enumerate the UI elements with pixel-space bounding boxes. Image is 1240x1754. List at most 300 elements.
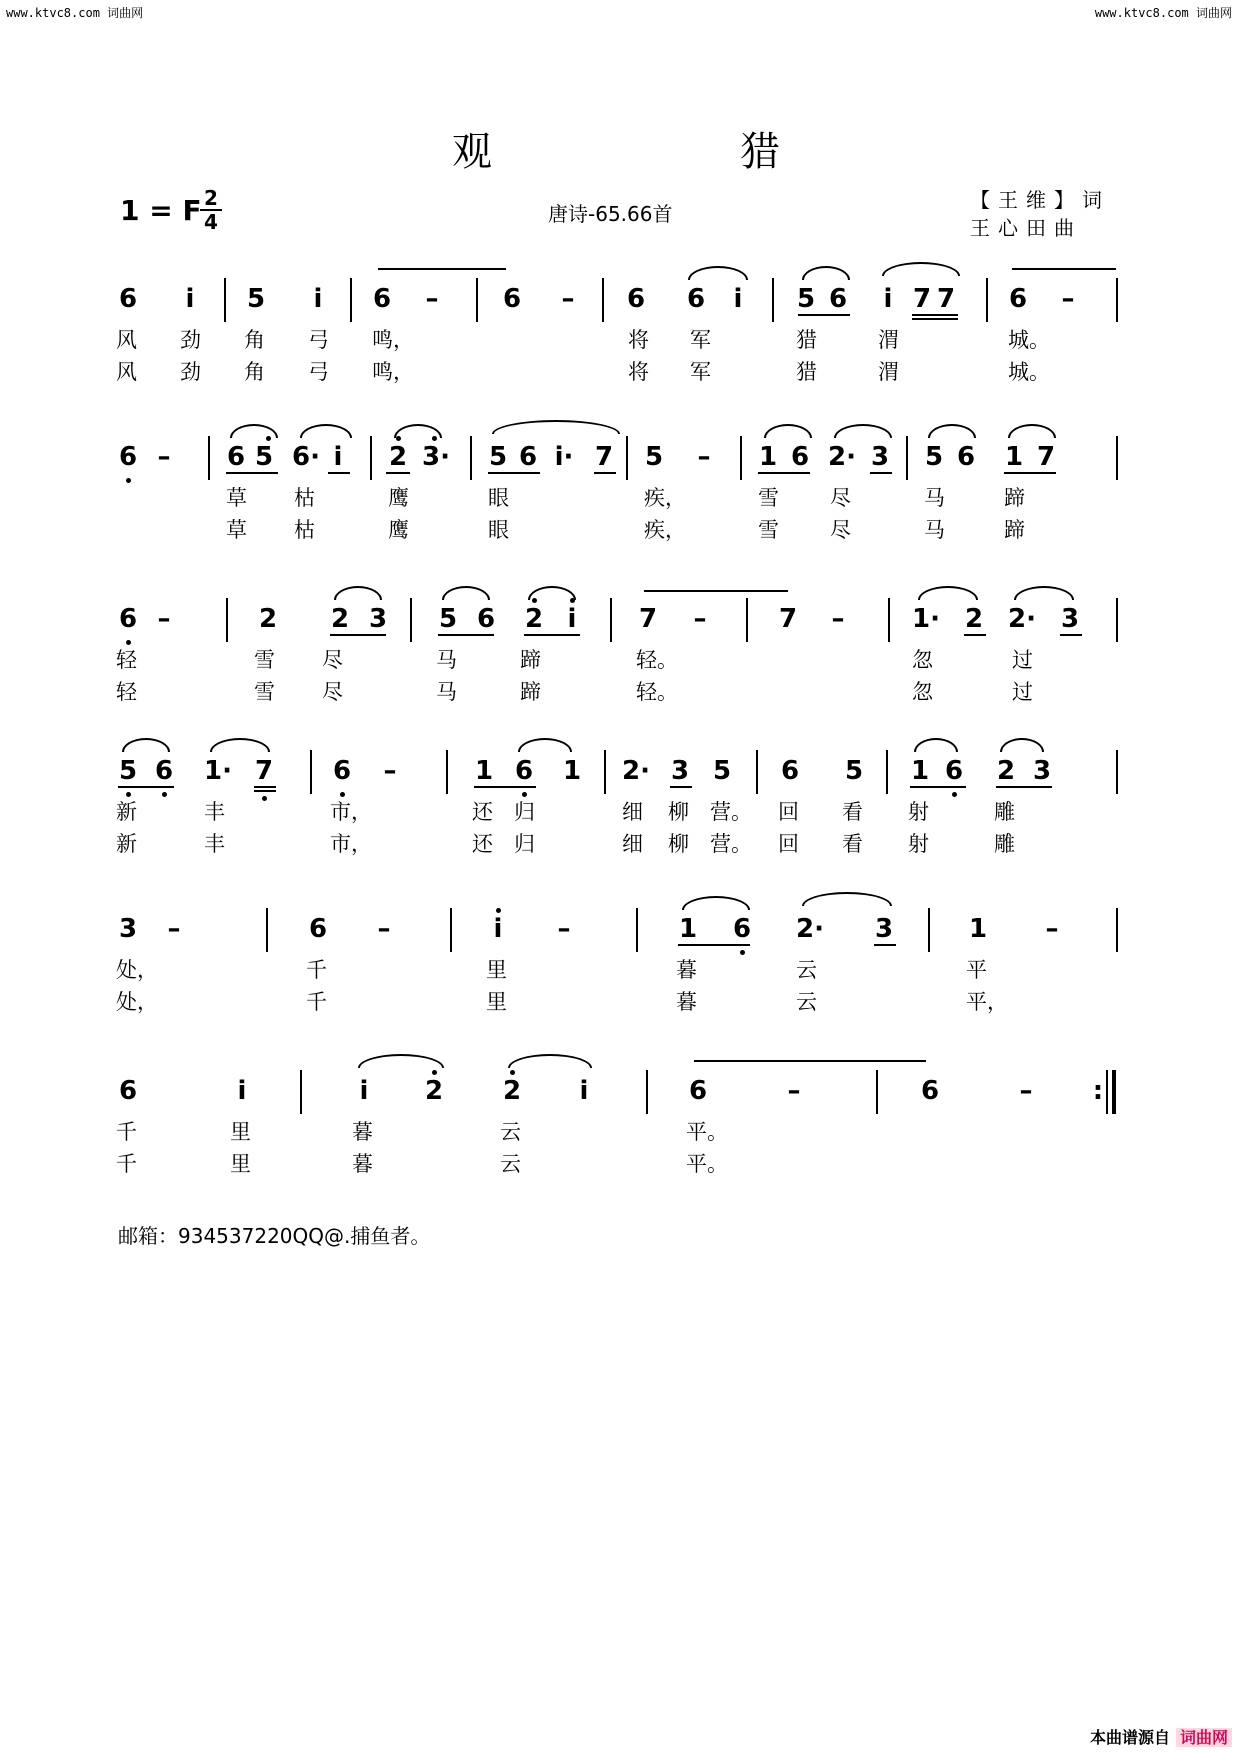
underline <box>964 634 986 636</box>
lyric: 里 <box>230 1120 251 1144</box>
note: 6 <box>118 604 138 634</box>
note: 7 <box>594 442 614 472</box>
underline <box>386 472 410 474</box>
underline <box>910 786 966 788</box>
note: 6 <box>920 1076 940 1106</box>
note: 6 <box>780 756 800 786</box>
lyric: 疾， <box>644 518 686 542</box>
note: 7 <box>778 604 798 634</box>
underline <box>678 944 750 946</box>
note: – <box>157 604 171 634</box>
note: 2· <box>622 756 650 786</box>
note: 2· <box>1008 604 1036 634</box>
low-dot <box>126 478 131 483</box>
note: – <box>425 284 439 314</box>
slur <box>508 1054 592 1068</box>
slur <box>1000 738 1044 752</box>
note: – <box>697 442 711 472</box>
slur <box>688 266 748 280</box>
slur <box>210 738 270 752</box>
note: 5 <box>844 756 864 786</box>
note: 1 <box>758 442 778 472</box>
note: 3· <box>422 442 450 472</box>
lyric: 丰 <box>204 832 225 856</box>
note: 6 <box>514 756 534 786</box>
lyricist-credit: 【王维】词 <box>970 188 1110 212</box>
footer-brand-logo: 词曲网 <box>1176 1728 1232 1747</box>
lyric: 云 <box>500 1120 521 1144</box>
lyric: 平， <box>966 990 1008 1014</box>
barline <box>602 278 604 322</box>
barline <box>450 908 452 952</box>
barline <box>986 278 988 322</box>
lyric: 鸣， <box>372 360 414 384</box>
slur <box>518 738 572 752</box>
note: – <box>377 914 391 944</box>
lyric: 将 <box>628 360 649 384</box>
underline <box>226 472 278 474</box>
underline <box>1060 634 1082 636</box>
lyric: 归 <box>514 800 535 824</box>
low-dot <box>262 796 267 801</box>
lyric: 雪 <box>758 518 779 542</box>
lyric: 千 <box>306 958 327 982</box>
lyric: 渭 <box>878 328 899 352</box>
lyric: 弓 <box>308 328 329 352</box>
slur <box>394 424 442 438</box>
underline <box>254 790 276 792</box>
note: 6 <box>956 442 976 472</box>
note: 1 <box>1004 442 1024 472</box>
note: 2 <box>258 604 278 634</box>
lyric: 千 <box>116 1152 137 1176</box>
lyric: 雕 <box>994 800 1015 824</box>
note: 3 <box>1032 756 1052 786</box>
underline <box>758 472 810 474</box>
note: 6 <box>828 284 848 314</box>
barline <box>224 278 226 322</box>
lyric: 平。 <box>686 1120 728 1144</box>
composer-credit: 王心田曲 <box>970 216 1082 240</box>
underline <box>1004 472 1056 474</box>
note: 6 <box>372 284 392 314</box>
note: i <box>579 1076 589 1106</box>
underline <box>670 786 692 788</box>
barline <box>1116 278 1118 322</box>
slur <box>802 892 892 906</box>
barline <box>446 750 448 794</box>
barline <box>746 598 748 642</box>
barline <box>1116 598 1118 642</box>
note: 6 <box>732 914 752 944</box>
lyric: 角 <box>244 360 265 384</box>
note: 1 <box>968 914 988 944</box>
lyric: 处， <box>116 958 158 982</box>
lyric: 归 <box>514 832 535 856</box>
low-dot <box>952 792 957 797</box>
note: 6 <box>518 442 538 472</box>
lyric: 风 <box>116 328 137 352</box>
barline <box>266 908 268 952</box>
note: 2 <box>502 1076 522 1106</box>
note: 5 <box>924 442 944 472</box>
lyric: 雕 <box>994 832 1015 856</box>
high-dot <box>510 1070 515 1075</box>
lyric: 劲 <box>180 360 201 384</box>
high-dot <box>432 1070 437 1075</box>
lyric: 云 <box>500 1152 521 1176</box>
underline <box>912 314 958 316</box>
lyric: 鹰 <box>388 518 409 542</box>
lyric: 鸣， <box>372 328 414 352</box>
lyric: 猎 <box>796 360 817 384</box>
lyric: 蹄 <box>520 680 541 704</box>
note: 6 <box>118 442 138 472</box>
note: i <box>237 1076 247 1106</box>
note: 5 <box>644 442 664 472</box>
note: 7 <box>638 604 658 634</box>
underline <box>474 786 536 788</box>
lyric: 尽 <box>322 680 343 704</box>
note: 3 <box>368 604 388 634</box>
note: 2 <box>524 604 544 634</box>
lyric: 里 <box>486 958 507 982</box>
lyric: 雪 <box>254 648 275 672</box>
note: i <box>567 604 577 634</box>
lyric: 过 <box>1012 648 1033 672</box>
note: 6 <box>308 914 328 944</box>
slur <box>918 586 978 600</box>
lyric: 云 <box>796 958 817 982</box>
lyric: 城。 <box>1008 328 1050 352</box>
note: 3 <box>118 914 138 944</box>
lyric: 眼 <box>488 486 509 510</box>
barline <box>370 436 372 480</box>
note: – <box>383 756 397 786</box>
note: – <box>167 914 181 944</box>
lyric: 营。 <box>710 832 752 856</box>
note: 5 <box>488 442 508 472</box>
note: – <box>157 442 171 472</box>
slur <box>1008 424 1056 438</box>
lyric: 蹄 <box>1004 486 1025 510</box>
lyric: 尽 <box>830 486 851 510</box>
lyric: 忽 <box>912 648 933 672</box>
lyric: 城。 <box>1008 360 1050 384</box>
time-sig-bottom: 4 <box>204 210 218 234</box>
slur <box>122 738 170 752</box>
slur <box>914 738 958 752</box>
time-sig-top: 2 <box>204 186 218 210</box>
note: – <box>561 284 575 314</box>
lyric: 看 <box>842 832 863 856</box>
note: 6 <box>118 1076 138 1106</box>
lyric: 处， <box>116 990 158 1014</box>
note: i <box>359 1076 369 1106</box>
note: – <box>831 604 845 634</box>
lyric: 暮 <box>676 958 697 982</box>
lyric: 军 <box>690 360 711 384</box>
lyric: 鹰 <box>388 486 409 510</box>
lyric: 暮 <box>352 1152 373 1176</box>
lyric: 角 <box>244 328 265 352</box>
note: 6 <box>226 442 246 472</box>
lyric: 里 <box>230 1152 251 1176</box>
lyric: 草 <box>226 518 247 542</box>
underline <box>594 472 616 474</box>
title-char-1: 观 <box>452 129 492 175</box>
barline <box>310 750 312 794</box>
key-signature: 1 = F <box>120 194 202 227</box>
lyric: 轻 <box>116 648 137 672</box>
underline <box>488 472 540 474</box>
note: i <box>733 284 743 314</box>
lyric: 千 <box>306 990 327 1014</box>
tie <box>378 268 506 270</box>
slur <box>300 424 352 438</box>
low-dot <box>162 792 167 797</box>
underline <box>254 786 276 788</box>
lyric: 草 <box>226 486 247 510</box>
lyric: 枯 <box>294 486 315 510</box>
lyric: 将 <box>628 328 649 352</box>
note: 2· <box>796 914 824 944</box>
note: 6 <box>154 756 174 786</box>
lyric: 新 <box>116 800 137 824</box>
slur <box>764 424 812 438</box>
note: 3 <box>870 442 890 472</box>
lyric: 营。 <box>710 800 752 824</box>
note: 6 <box>688 1076 708 1106</box>
note: 7 <box>936 284 956 314</box>
underline <box>118 786 174 788</box>
lyric: 军 <box>690 328 711 352</box>
lyric: 雪 <box>758 486 779 510</box>
barline <box>906 436 908 480</box>
slur <box>928 424 976 438</box>
lyric: 猎 <box>796 328 817 352</box>
lyric: 渭 <box>878 360 899 384</box>
note: 5 <box>246 284 266 314</box>
note: 2 <box>996 756 1016 786</box>
lyric: 千 <box>116 1120 137 1144</box>
barline <box>300 1070 302 1114</box>
repeat-sign: : <box>1092 1076 1104 1106</box>
lyric: 过 <box>1012 680 1033 704</box>
watermark-left: www.ktvc8.com 词曲网 <box>6 6 144 20</box>
barline <box>610 598 612 642</box>
lyric: 回 <box>778 832 799 856</box>
tie <box>1012 268 1116 270</box>
note: 7 <box>1036 442 1056 472</box>
barline <box>604 750 606 794</box>
note: 7 <box>912 284 932 314</box>
lyric: 新 <box>116 832 137 856</box>
barline <box>646 1070 648 1114</box>
barline <box>476 278 478 322</box>
lyric: 轻 <box>116 680 137 704</box>
barline <box>350 278 352 322</box>
footer-source <box>1090 1725 1232 1748</box>
note: i· <box>554 442 574 472</box>
slur <box>682 896 750 910</box>
high-dot <box>496 908 501 913</box>
barline <box>410 598 412 642</box>
note: 6 <box>118 284 138 314</box>
lyric: 细 <box>622 832 643 856</box>
note: 5 <box>254 442 274 472</box>
barline <box>1116 908 1118 952</box>
lyric: 平 <box>966 958 987 982</box>
underline <box>874 944 896 946</box>
slur <box>802 266 850 280</box>
underline <box>438 634 494 636</box>
barline <box>888 598 890 642</box>
slur <box>1014 586 1074 600</box>
barline <box>772 278 774 322</box>
note: – <box>787 1076 801 1106</box>
note: 6 <box>332 756 352 786</box>
note: – <box>1019 1076 1033 1106</box>
lyric: 轻。 <box>636 680 678 704</box>
note: 7 <box>254 756 274 786</box>
lyric: 忽 <box>912 680 933 704</box>
note: 1 <box>474 756 494 786</box>
note: – <box>557 914 571 944</box>
barline <box>226 598 228 642</box>
note: 6· <box>292 442 320 472</box>
note: 2 <box>424 1076 444 1106</box>
lyric: 柳 <box>668 800 689 824</box>
note: 6 <box>1008 284 1028 314</box>
slur <box>334 586 382 600</box>
note: 2 <box>964 604 984 634</box>
barline <box>626 436 628 480</box>
lyric: 轻。 <box>636 648 678 672</box>
slur <box>230 424 278 438</box>
lyric: 云 <box>796 990 817 1014</box>
note: 3 <box>1060 604 1080 634</box>
note: 3 <box>874 914 894 944</box>
lyric: 暮 <box>352 1120 373 1144</box>
note: 3 <box>670 756 690 786</box>
lyric: 雪 <box>254 680 275 704</box>
lyric: 劲 <box>180 328 201 352</box>
note: 1 <box>910 756 930 786</box>
note: i <box>333 442 343 472</box>
lyric: 看 <box>842 800 863 824</box>
lyric: 马 <box>436 680 457 704</box>
lyric: 柳 <box>668 832 689 856</box>
slur <box>492 420 620 434</box>
barline <box>1116 750 1118 794</box>
barline <box>470 436 472 480</box>
note: 5 <box>438 604 458 634</box>
email-note: 邮箱：934537220QQ@.捕鱼者。 <box>118 1224 431 1248</box>
lyric: 枯 <box>294 518 315 542</box>
lyric: 弓 <box>308 360 329 384</box>
note: 1 <box>562 756 582 786</box>
note: 2 <box>388 442 408 472</box>
lyric: 尽 <box>830 518 851 542</box>
underline <box>996 786 1052 788</box>
lyric: 马 <box>924 486 945 510</box>
lyric: 暮 <box>676 990 697 1014</box>
slur <box>528 586 576 600</box>
lyric: 蹄 <box>1004 518 1025 542</box>
barline <box>740 436 742 480</box>
note: 6 <box>626 284 646 314</box>
lyric: 还 <box>472 832 493 856</box>
barline <box>1116 436 1118 480</box>
final-barline <box>1112 1070 1116 1114</box>
underline <box>798 314 850 316</box>
barline <box>1106 1070 1108 1114</box>
slur <box>882 262 960 276</box>
lyric: 风 <box>116 360 137 384</box>
subtitle: 唐诗-65.66首 <box>548 202 673 226</box>
slur <box>442 586 490 600</box>
lyric: 尽 <box>322 648 343 672</box>
lyric: 眼 <box>488 518 509 542</box>
watermark-right: www.ktvc8.com 词曲网 <box>1094 6 1232 20</box>
barline <box>928 908 930 952</box>
note: 6 <box>944 756 964 786</box>
note: – <box>1045 914 1059 944</box>
note: i <box>883 284 893 314</box>
lyric: 市， <box>330 800 372 824</box>
lyric: 回 <box>778 800 799 824</box>
barline <box>636 908 638 952</box>
underline <box>524 634 580 636</box>
lyric: 射 <box>908 832 929 856</box>
lyric: 市， <box>330 832 372 856</box>
underline <box>330 634 386 636</box>
note: i <box>185 284 195 314</box>
note: 1· <box>204 756 232 786</box>
lyric: 疾， <box>644 486 686 510</box>
note: 1· <box>912 604 940 634</box>
note: 5 <box>796 284 816 314</box>
note: – <box>1061 284 1075 314</box>
slur <box>358 1054 444 1068</box>
note: 6 <box>790 442 810 472</box>
barline <box>756 750 758 794</box>
underline <box>328 472 350 474</box>
note: – <box>693 604 707 634</box>
lyric: 射 <box>908 800 929 824</box>
note: i <box>313 284 323 314</box>
footer-text: 本曲谱源自 <box>1089 1728 1170 1747</box>
underline <box>870 472 892 474</box>
lyric: 马 <box>436 648 457 672</box>
note: 5 <box>118 756 138 786</box>
note: i <box>493 914 503 944</box>
note: 6 <box>502 284 522 314</box>
lyric: 蹄 <box>520 648 541 672</box>
note: 2 <box>330 604 350 634</box>
note: 5 <box>712 756 732 786</box>
low-dot <box>740 950 745 955</box>
barline <box>208 436 210 480</box>
lyric: 丰 <box>204 800 225 824</box>
tie <box>644 590 788 592</box>
barline <box>886 750 888 794</box>
note: 1 <box>678 914 698 944</box>
underline <box>912 318 958 320</box>
time-signature <box>200 188 222 232</box>
title-char-2: 猎 <box>740 129 780 175</box>
